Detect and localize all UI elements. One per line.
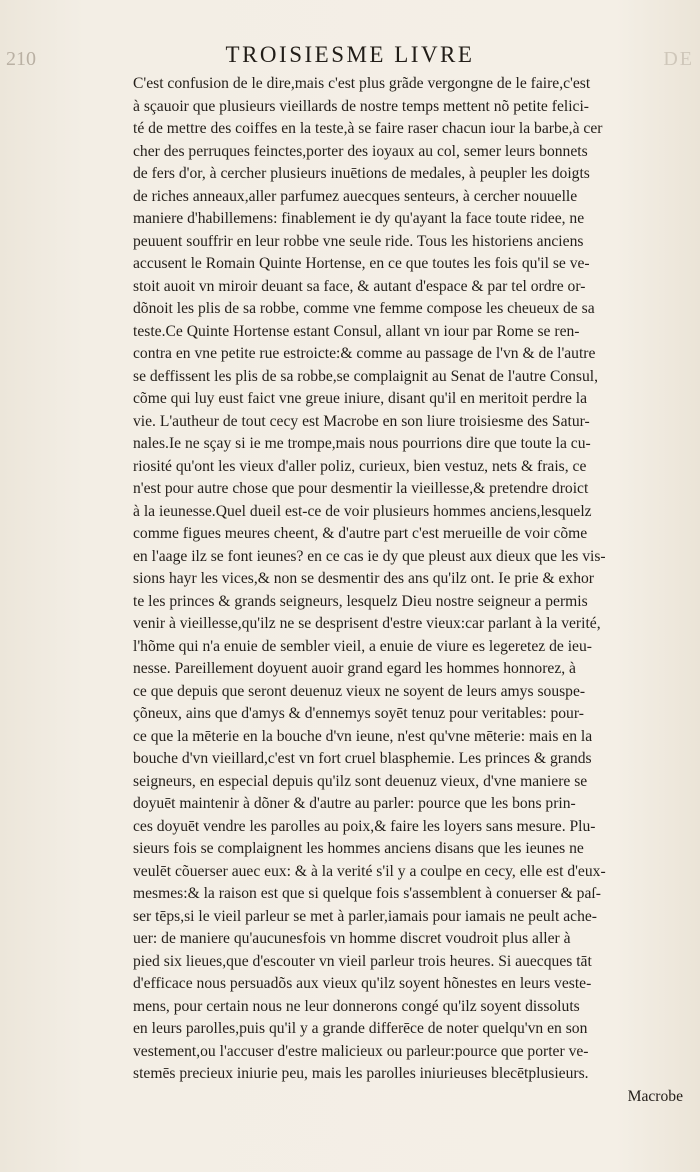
text-line: ces doyuēt vendre les parolles au poix,& faire les loyers sans mesure. Plu- [133, 817, 596, 835]
text-line: veulēt cõuerser auec eux: & à la verité s'il y a coulpe en cecy, elle est d'eux- [133, 862, 606, 880]
text-line: ce que la mēterie en la bouche d'vn ieune, n'est qu'vne mēterie: mais en la [133, 727, 593, 745]
text-line: seigneurs, en especial depuis qu'ilz sont deuenuz vieux, d'vne maniere se [133, 772, 588, 790]
running-title: TROISIESME LIVRE [225, 42, 475, 67]
text-line: stoit auoit vn miroir deuant sa face, & autant d'espace & par tel ordre or- [133, 277, 586, 295]
text-line: bouche d'vn vieillard,c'est vn fort cruel blasphemie. Les princes & grands [133, 750, 592, 767]
text-line: sieurs fois se complaignent les hommes anciens disans que les ieunes ne [133, 840, 584, 857]
text-line: de riches anneaux,aller parfumez auecques senteurs, à cercher nouuelle [133, 187, 578, 205]
text-line: cher des perruques feinctes,porter des ioyaux au col, semer leurs bonnets [133, 142, 588, 160]
text-line: dõnoit les plis de sa robbe, comme vne femme compose les cheueux de sa [133, 300, 595, 317]
text-line: uer: de maniere qu'aucunesfois vn homme discret voudroit plus aller à [133, 930, 571, 947]
text-line: d'efficace nous persuadõs aux vieux qu'ilz soyent hõnestes en leurs veste- [133, 975, 592, 992]
text-line: sions hayr les vices,& non se desmentir des ans qu'ilz ont. Ie prie & exhor [133, 570, 594, 587]
text-line: contra en vne petite rue estroicte:& comme au passage de l'vn & de l'autre [133, 345, 596, 362]
text-line: nesse. Pareillement doyuent auoir grand egard les hommes honnorez, à [133, 660, 576, 677]
text-line: en leurs parolles,puis qu'il y a grande differēce de noter quelqu'vn en son [133, 1020, 588, 1037]
text-line: çõneux, ains que d'amys & d'ennemys soyēt tenuz pour veritables: pour- [133, 705, 584, 722]
text-line: vie. L'autheur de tout cecy est Macrobe en son liure troisiesme des Satur- [133, 412, 590, 430]
page-header [0, 42, 700, 68]
text-line: de fers d'or, à cercher plusieurs inuētions de medales, à peupler les doigts [133, 165, 590, 182]
text-line: pied six lieues,que d'escouter vn vieil parleur trois heures. Si auecques tāt [133, 952, 592, 970]
text-line: nales.Ie ne sçay si ie me trompe,mais nous pourrions dire que toute la cu- [133, 435, 591, 452]
text-line: accusent le Romain Quinte Hortense, en ce que toutes les fois qu'il se ve- [133, 255, 590, 272]
text-line: mesmes:& la raison est que si quelque fois s'assemblent à conuerser & paſ- [133, 885, 601, 902]
text-line: té de mettre des coiffes en la teste,à se faire raser chacun iour la barbe,à cer [133, 120, 603, 137]
text-line: cõme qui luy eust faict vne greue iniure, disant qu'il en meritoit perdre la [133, 390, 588, 407]
text-line: ser tēps,si le vieil parleur se met à parler,iamais pour iamais ne peult ache- [133, 907, 597, 925]
text-line: vestement,ou l'accuser d'estre malicieux ou parleur:pource que porter ve- [133, 1042, 589, 1060]
text-line: riosité qu'ont les vieux d'aller poliz, curieux, bien vestuz, nets & frais, ce [133, 457, 587, 475]
text-line: te les princes & grands seigneurs, lesquelz Dieu nostre seigneur a permis [133, 592, 588, 610]
text-line: se deffissent les plis de sa robbe,se complaignit au Senat de l'autre Consul, [133, 367, 599, 385]
body-text [133, 73, 683, 1108]
text-line: C'est confusion de le dire,mais c'est plus grãde vergongne de le faire,c'est [133, 75, 591, 92]
text-line: à sçauoir que plusieurs vieillards de nostre temps mettent nõ petite felici- [133, 97, 589, 115]
catchword: Macrobe [627, 1087, 683, 1105]
text-line: teste.Ce Quinte Hortense estant Consul, allant vn iour par Rome se ren- [133, 322, 580, 340]
text-line: venir à vieillesse,qu'ilz ne se desprisent d'estre vieux:car parlant à la verité, [133, 615, 601, 632]
text-line: à la ieunesse.Quel dueil est-ce de voir plusieurs hommes anciens,lesquelz [133, 502, 592, 520]
text-line: mens, pour certain nous ne leur donnerons congé qu'ilz soyent dissoluts [133, 997, 580, 1015]
folio-number: 210 [6, 48, 36, 70]
text-line: en l'aage ilz se font ieunes? en ce cas ie dy que pleust aux dieux que les vis- [133, 547, 606, 565]
text-line: peuuent souffrir en leur robbe vne seule ride. Tous les historiens anciens [133, 232, 584, 250]
text-line: comme figues meures cheent, & d'autre part c'est merueille de voir cõme [133, 525, 588, 542]
text-line: ce que depuis que seront deuenuz vieux ne soyent de leurs amys souspe- [133, 682, 586, 700]
text-line: l'hõme qui n'a enuie de sembler vieil, a enuie de viure es legeretez de ieu- [133, 637, 592, 655]
text-line: maniere d'habillemens: finablement ie dy qu'ayant la face toute ridee, ne [133, 210, 585, 227]
text-line: n'est pour autre chose que pour desmentir la vieillesse,& pretendre droict [133, 480, 589, 497]
text-line: doyuēt maintenir à dõner & d'autre au parler: pource que les bons prin- [133, 795, 576, 812]
bleed-through-text: DE [663, 48, 694, 70]
text-line: stemēs precieux iniurie peu, mais les parolles iniurieuses blecētplusieurs. [133, 1065, 589, 1082]
